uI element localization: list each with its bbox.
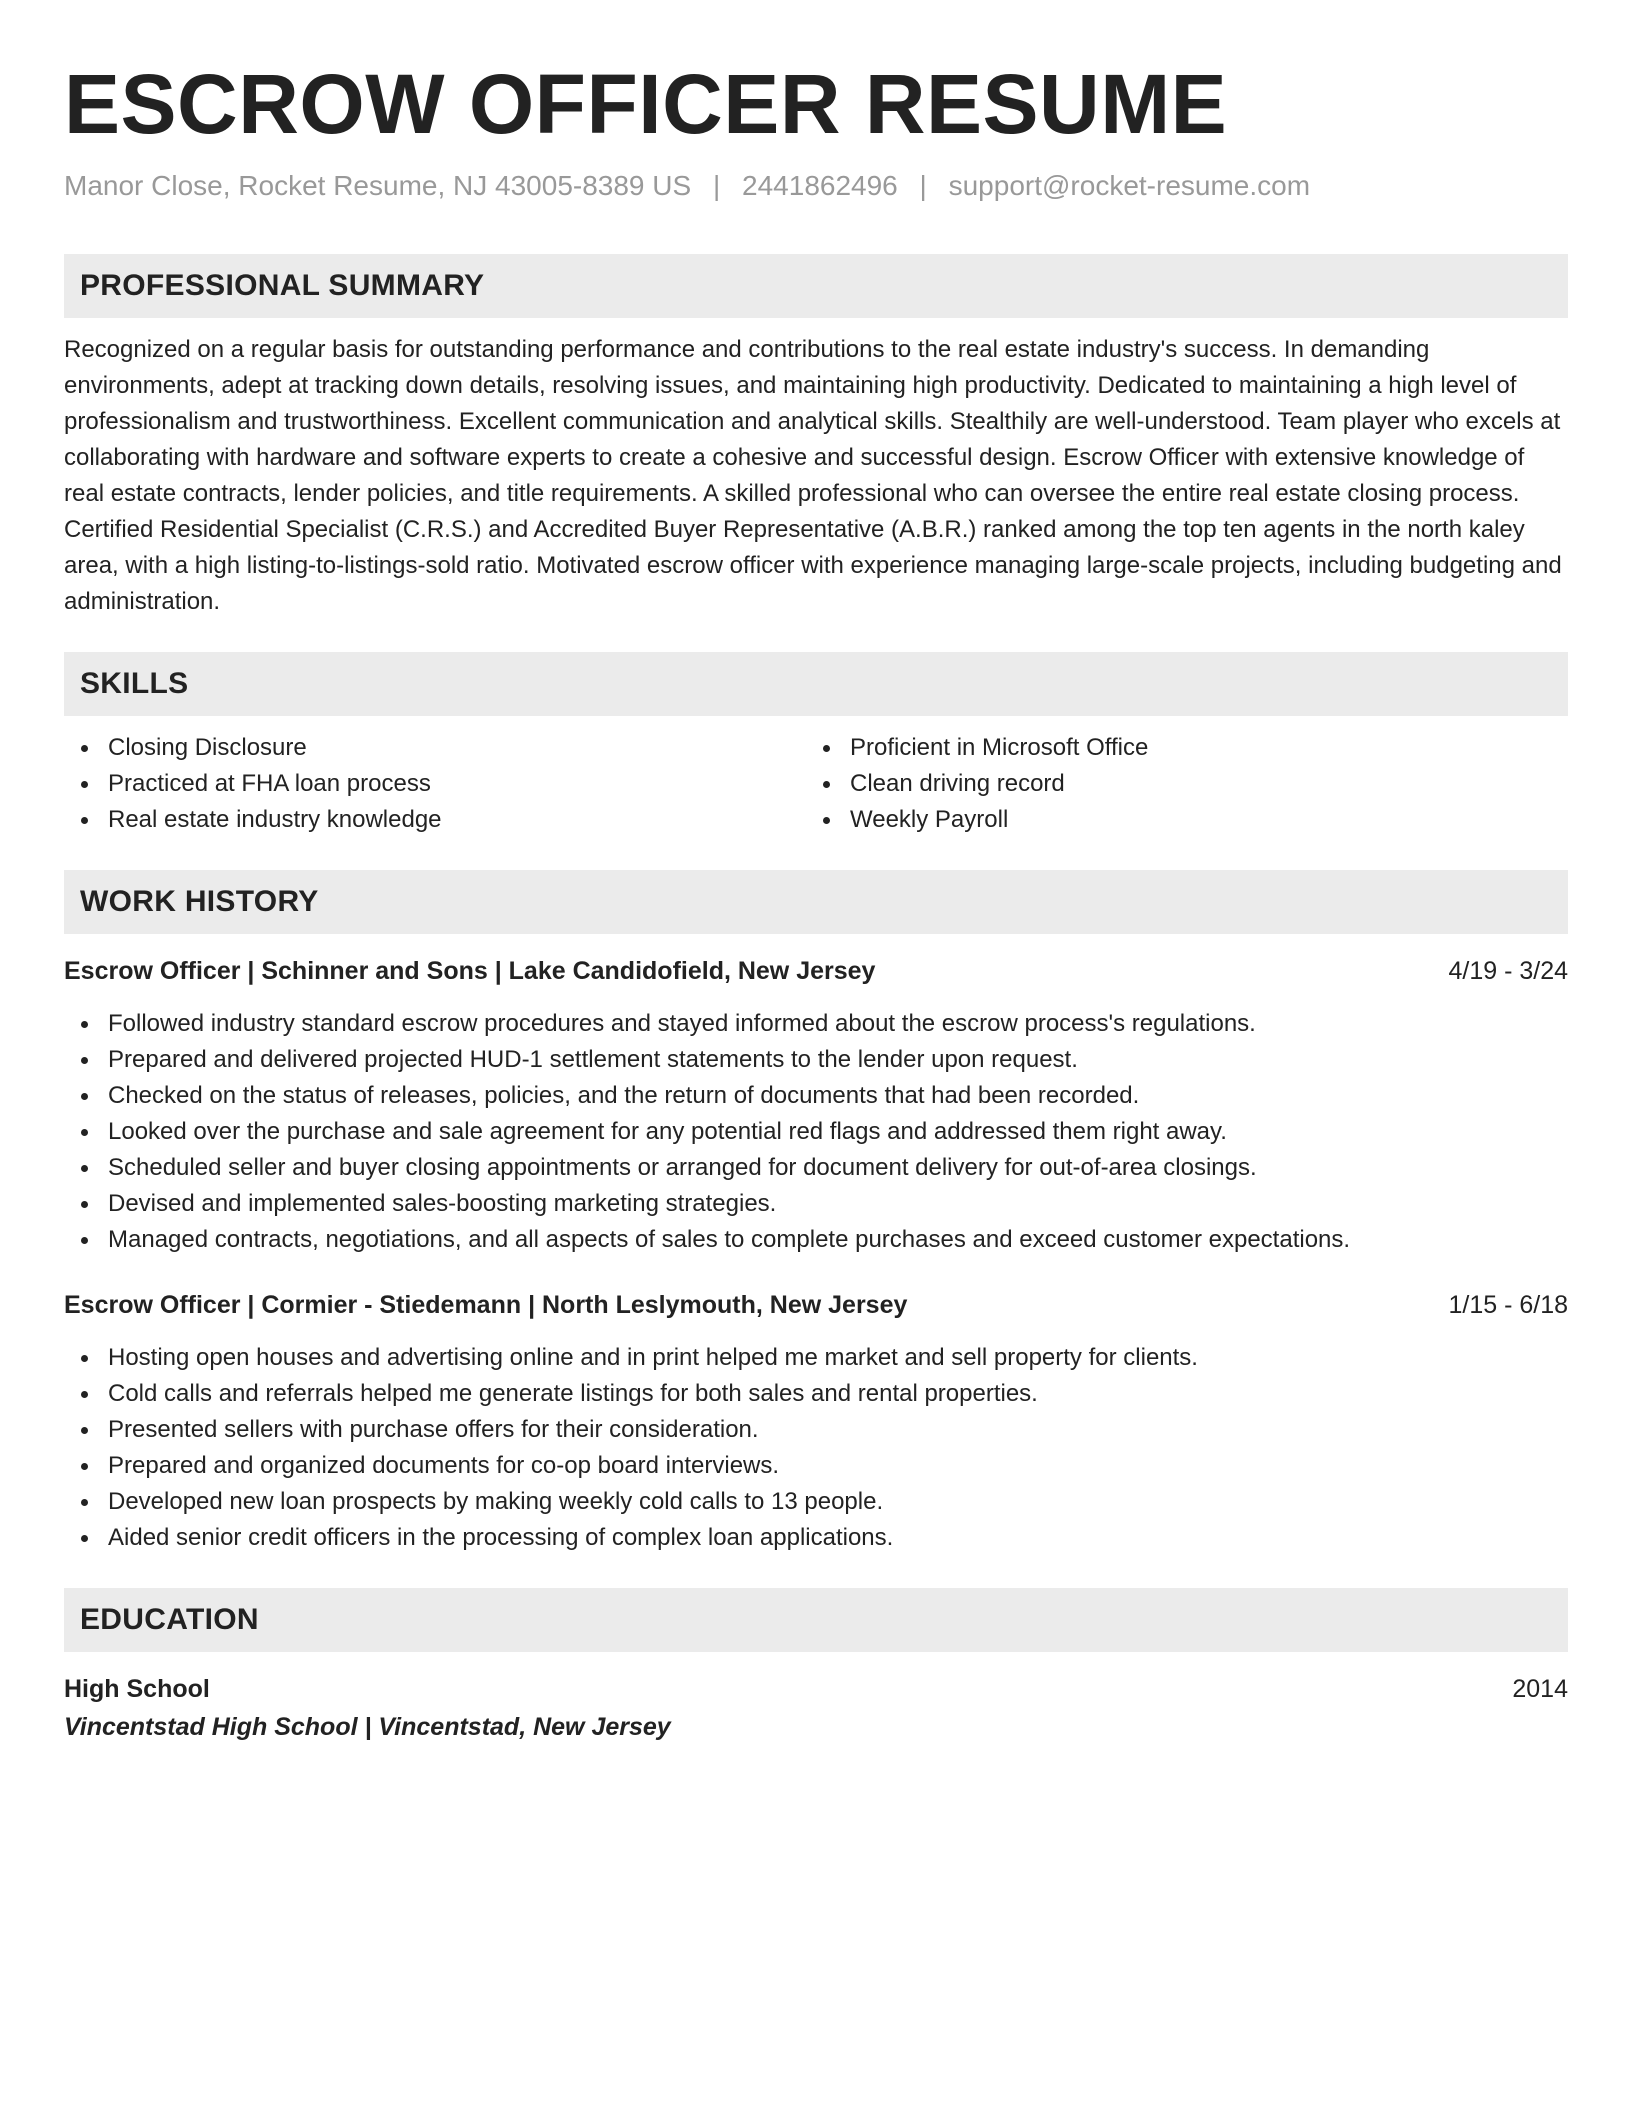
job-bullet: Scheduled seller and buyer closing appointments or arranged for document delivery for out-of-area closings. — [64, 1150, 1568, 1186]
contact-phone: 2441862496 — [742, 170, 898, 201]
job-bullet: Devised and implemented sales-boosting marketing strategies. — [64, 1186, 1568, 1222]
resume-page — [64, 56, 1568, 1746]
skill-item: Clean driving record — [806, 766, 1548, 802]
education-degree: High School — [64, 1675, 210, 1703]
section-heading-work: WORK HISTORY — [64, 870, 1568, 934]
work-history-section — [64, 870, 1568, 1556]
contact-address: Manor Close, Rocket Resume, NJ 43005-8389 US — [64, 170, 692, 201]
job-bullets — [64, 1006, 1568, 1258]
job-bullet: Presented sellers with purchase offers for their consideration. — [64, 1412, 1568, 1448]
job-bullet: Cold calls and referrals helped me generate listings for both sales and rental properties. — [64, 1376, 1568, 1412]
education-header — [64, 1672, 1568, 1706]
section-heading-skills: SKILLS — [64, 652, 1568, 716]
education-entry — [64, 1672, 1568, 1746]
job-bullet: Followed industry standard escrow procedures and stayed informed about the escrow process's regulations. — [64, 1006, 1568, 1042]
job-bullets — [64, 1340, 1568, 1556]
section-heading-education: EDUCATION — [64, 1588, 1568, 1652]
job-dates: 1/15 - 6/18 — [1448, 1291, 1568, 1319]
summary-text: Recognized on a regular basis for outstanding performance and contributions to the real estate industry's success. In demanding environments, adept at tracking down details, resolving issues, and maintaining high productivity. Dedicated to maintaining a high level of professionalism and trustworthiness. Excellent communication and analytical skills. Stealthily are well-understood. Team player who excels at collaborating with hardware and software experts to create a cohesive and successful design. Escrow Officer with extensive knowledge of real estate contracts, lender policies, and title requirements. A skilled professional who can oversee the entire real estate closing process. Certified Residential Specialist (C.R.S.) and Accredited Buyer Representative (A.B.R.) ranked among the top ten agents in the north kaley area, with a high listing-to-listings-sold ratio. Motivated escrow officer with experience managing large-scale projects, including budgeting and administration. — [64, 336, 1562, 615]
job-bullet: Prepared and organized documents for co-op board interviews. — [64, 1448, 1568, 1484]
job-entry — [64, 954, 1568, 1258]
skill-item: Real estate industry knowledge — [64, 802, 806, 838]
education-school: Vincentstad High School | Vincentstad, New Jersey — [64, 1713, 671, 1741]
contact-line — [64, 168, 1568, 204]
skill-item: Practiced at FHA loan process — [64, 766, 806, 802]
job-bullet: Prepared and delivered projected HUD-1 settlement statements to the lender upon request. — [64, 1042, 1568, 1078]
skill-item: Weekly Payroll — [806, 802, 1548, 838]
contact-separator: | — [712, 170, 721, 201]
job-bullet: Hosting open houses and advertising online and in print helped me market and sell property for clients. — [64, 1340, 1568, 1376]
job-entry — [64, 1288, 1568, 1556]
job-bullet: Developed new loan prospects by making weekly cold calls to 13 people. — [64, 1484, 1568, 1520]
education-section — [64, 1588, 1568, 1746]
skill-item: Proficient in Microsoft Office — [806, 730, 1548, 766]
skill-item: Closing Disclosure — [64, 730, 806, 766]
skills-section — [64, 652, 1568, 838]
skills-column-right — [806, 730, 1548, 838]
summary-section — [64, 254, 1568, 620]
job-dates: 4/19 - 3/24 — [1448, 957, 1568, 985]
education-year: 2014 — [1512, 1675, 1568, 1703]
resume-title: ESCROW OFFICER RESUME — [64, 57, 1228, 151]
job-bullet: Looked over the purchase and sale agreement for any potential red flags and addressed them right away. — [64, 1114, 1568, 1150]
skills-grid — [64, 730, 1568, 838]
job-header — [64, 1288, 1568, 1322]
job-bullet: Managed contracts, negotiations, and all aspects of sales to complete purchases and exceed customer expectations. — [64, 1222, 1568, 1258]
section-heading-summary: PROFESSIONAL SUMMARY — [64, 254, 1568, 318]
contact-email: support@rocket-resume.com — [948, 170, 1311, 201]
job-bullet: Checked on the status of releases, policies, and the return of documents that had been recorded. — [64, 1078, 1568, 1114]
contact-separator: | — [919, 170, 927, 201]
job-header — [64, 954, 1568, 988]
job-title: Escrow Officer | Schinner and Sons | Lake Candidofield, New Jersey — [64, 957, 876, 985]
skills-column-left — [64, 730, 806, 838]
job-title: Escrow Officer | Cormier - Stiedemann | North Leslymouth, New Jersey — [64, 1291, 908, 1319]
job-bullet: Aided senior credit officers in the processing of complex loan applications. — [64, 1520, 1568, 1556]
